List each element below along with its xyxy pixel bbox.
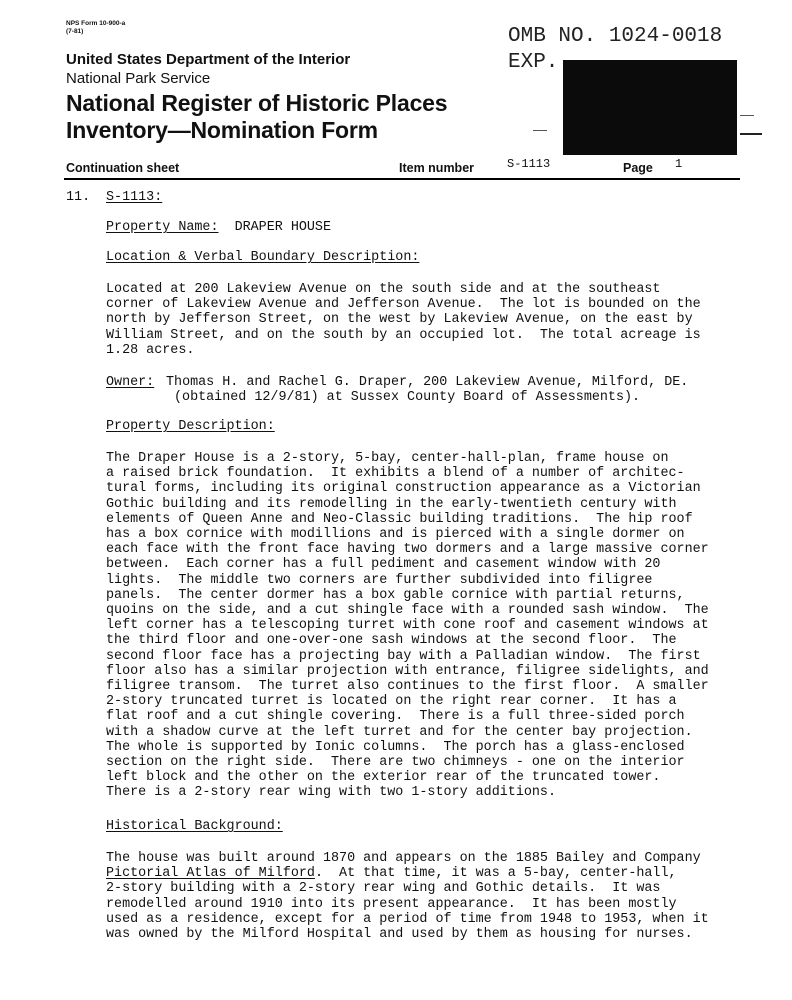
service-name: National Park Service: [66, 70, 211, 87]
continuation-sheet-label: Continuation sheet: [66, 161, 180, 175]
form-number-line: NPS Form 10-900-a: [66, 20, 126, 27]
description-paragraph: [106, 451, 709, 801]
scratch-mark: [533, 130, 547, 131]
form-title: [66, 90, 447, 144]
history-paragraph: [106, 851, 709, 942]
scratch-mark: [740, 115, 754, 116]
section-id: S-1113:: [106, 190, 163, 205]
paragraph-line: quoins on the side, and a cut shingle face with a rounded sash window. The: [106, 603, 709, 619]
paragraph-line: elements of Queen Anne and Neo-Classic building traditions. The hip roof: [106, 511, 693, 527]
form-number: [66, 20, 125, 36]
page-value: 1: [675, 157, 683, 171]
paragraph-line: has a box cornice with modillions and is pierced with a single dormer on: [106, 527, 685, 543]
property-name-label: Property Name:: [106, 220, 219, 235]
paragraph-line: filigree transom. The turret also continues to the first floor. A smaller: [106, 679, 709, 695]
omb-number: OMB NO. 1024-0018: [508, 25, 723, 48]
paragraph-line: corner of Lakeview Avenue and Jefferson Avenue. The lot is bounded on the: [106, 297, 701, 313]
title-line-2: Inventory—Nomination Form: [66, 117, 378, 143]
paragraph-line: used as a residence, except for a period of time from 1948 to 1953, when it: [106, 911, 709, 927]
paragraph-line: [106, 866, 709, 881]
agency-block: [66, 50, 350, 88]
department-name: United States Department of the Interior: [66, 51, 351, 68]
form-revision-line: (7-81): [66, 28, 84, 35]
location-paragraph: [106, 282, 701, 358]
paragraph-line: a raised brick foundation. It exhibits a blend of a number of architec-: [106, 466, 685, 482]
paragraph-line: The house was built around 1870 and appears on the 1885 Bailey and Company: [106, 851, 701, 866]
paragraph-line: tural forms, including its original construction appearance as a Victorian: [106, 481, 701, 497]
paragraph-line: There is a 2-story rear wing with two 1-story additions.: [106, 785, 556, 801]
owner-block: [166, 375, 688, 405]
book-title: Pictorial Atlas of Milford: [106, 866, 315, 882]
paragraph-line: remodelled around 1910 into its present appearance. It has been mostly: [106, 896, 677, 912]
paragraph-line: lights. The middle two corners are further subdivided into filigree: [106, 572, 653, 588]
location-heading: Location & Verbal Boundary Description:: [106, 250, 420, 265]
paragraph-line: was owned by the Milford Hospital and used by them as housing for nurses.: [106, 927, 693, 943]
paragraph-line: William Street, and on the south by an occupied lot. The total acreage is: [106, 327, 701, 343]
item-number-value: S-1113: [507, 157, 551, 171]
history-heading: Historical Background:: [106, 819, 283, 834]
paragraph-line: Gothic building and its remodelling in the early-twentieth century with: [106, 496, 677, 512]
paragraph-line: left block and the other on the exterior rear of the truncated tower.: [106, 770, 661, 786]
paragraph-line: floor also has a similar projection with entrance, filigree sidelights, and: [106, 663, 709, 679]
paragraph-line: section on the right side. There are two chimneys - one on the interior: [106, 755, 685, 771]
header-rule: [64, 178, 740, 180]
paragraph-line: each face with the front face having two dormers and a large massive corner: [106, 542, 709, 558]
redaction-box: [563, 60, 737, 155]
paragraph-line: 2-story building with a 2-story rear wing and Gothic details. It was: [106, 881, 661, 897]
omb-expiration: EXP.: [508, 51, 559, 74]
paragraph-line: The Draper House is a 2-story, 5-bay, center-hall-plan, frame house on: [106, 451, 669, 466]
paragraph-line-tail: . At that time, it was a 5-bay, center-hall,: [314, 866, 677, 882]
property-name-row: [106, 220, 331, 235]
title-line-1: National Register of Historic Places: [66, 90, 448, 116]
paragraph-line: 1.28 acres.: [106, 342, 195, 358]
paragraph-line: The whole is supported by Ionic columns. The porch has a glass-enclosed: [106, 739, 685, 755]
property-name-value: DRAPER HOUSE: [234, 220, 332, 235]
paragraph-line: flat roof and a cut shingle covering. There is a full three-sided porch: [106, 709, 685, 725]
paragraph-line: north by Jefferson Street, on the west by Lakeview Avenue, on the east by: [106, 312, 693, 328]
item-number-label: Item number: [399, 161, 475, 175]
owner-line: Thomas H. and Rachel G. Draper, 200 Lakeview Avenue, Milford, DE.: [166, 375, 689, 390]
section-number: 11.: [66, 190, 91, 205]
paragraph-line: Located at 200 Lakeview Avenue on the south side and at the southeast: [106, 282, 661, 297]
paragraph-line: 2-story truncated turret is located on the right rear corner. It has a: [106, 694, 677, 710]
paragraph-line: panels. The center dormer has a box gable cornice with partial returns,: [106, 587, 685, 603]
description-heading: Property Description:: [106, 419, 275, 434]
owner-line: (obtained 12/9/81) at Sussex County Board of Assessments).: [174, 390, 641, 406]
paragraph-line: left corner has a telescoping turret with cone roof and casement windows at: [106, 618, 709, 634]
owner-label: Owner:: [106, 375, 155, 390]
scratch-mark: [740, 133, 762, 135]
paragraph-line: second floor face has a projecting bay with a Palladian window. The first: [106, 648, 701, 664]
paragraph-line: between. Each corner has a full pediment and casement window with 20: [106, 557, 661, 573]
page-label: Page: [623, 161, 653, 175]
paragraph-line: the third floor and one-over-one sash windows at the second floor. The: [106, 633, 677, 649]
paragraph-line: with a shadow curve at the left turret and for the center bay projection.: [106, 724, 693, 740]
